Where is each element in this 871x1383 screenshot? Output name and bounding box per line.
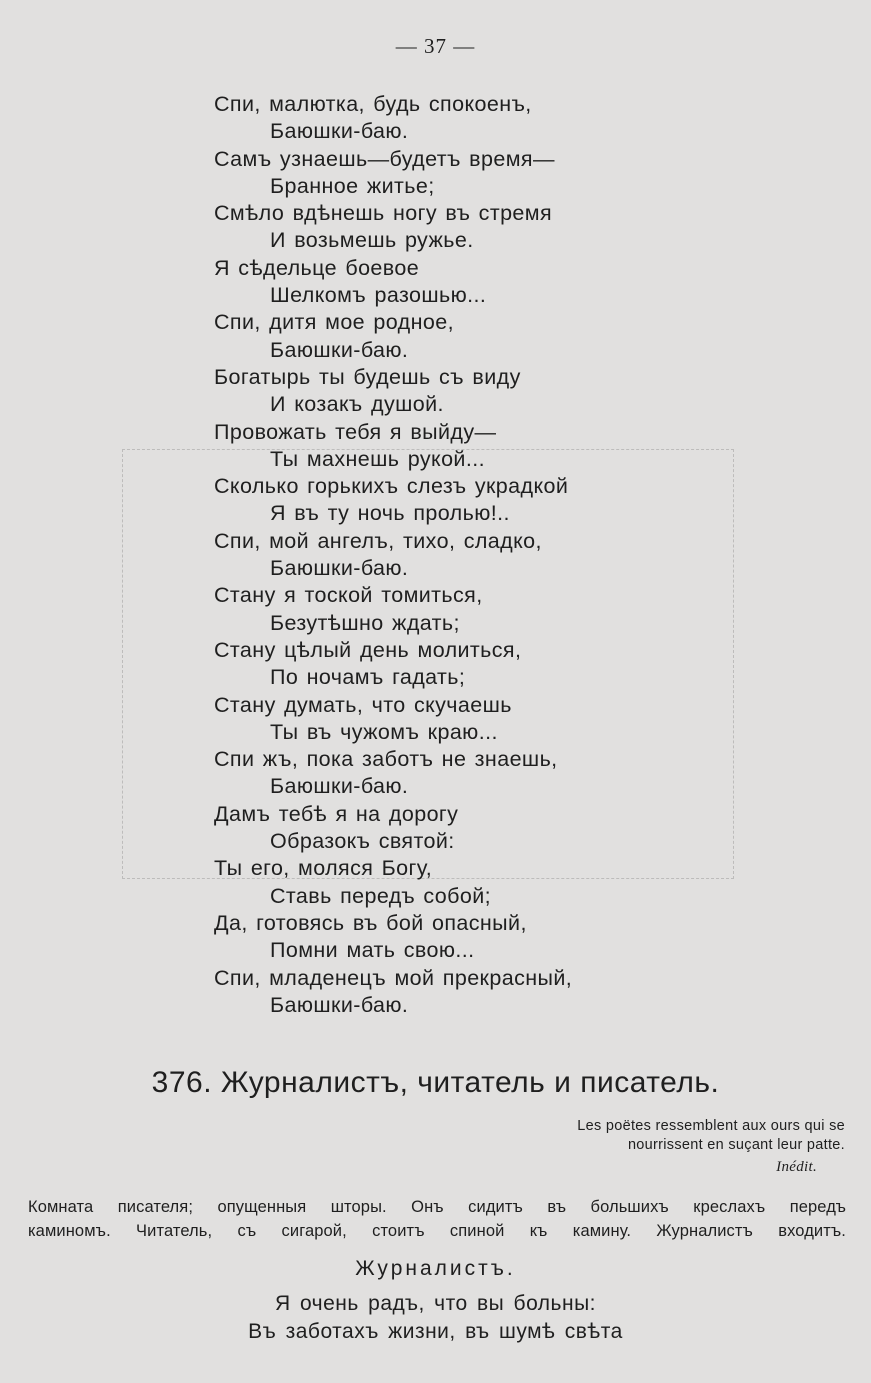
poem-line: Стану цѣлый день молиться, xyxy=(214,637,522,662)
poem-line: Спи жъ, пока заботъ не знаешь, xyxy=(214,747,558,772)
poem-line: Я сѣдельце боевое xyxy=(214,255,420,280)
poem-line: Богатырь ты будешь съ виду xyxy=(214,364,521,389)
poem-line: Да, готовясь въ бой опасный, xyxy=(214,910,527,935)
poem-line: И козакъ душой. xyxy=(270,392,444,417)
poem-line: Сколько горькихъ слезъ украдкой xyxy=(214,474,569,499)
poem-line: Стану думать, что скучаешь xyxy=(214,692,512,717)
poem-line: Провожать тебя я выйду— xyxy=(214,419,497,444)
poem-line: Я въ ту ночь пролью!.. xyxy=(270,501,510,526)
poem-line: Стану я тоской томиться, xyxy=(214,583,483,608)
speaker-name: Журналистъ. xyxy=(355,1257,516,1280)
poem-line: Спи, малютка, будь спокоенъ, xyxy=(214,92,532,116)
speech xyxy=(0,1290,871,1346)
poem-line: Ставь передъ собой; xyxy=(270,883,492,908)
epigraph-line: nourrissent en suçant leur patte. xyxy=(627,1137,845,1153)
speech-line: Я очень радъ, что вы больны: xyxy=(274,1292,597,1315)
poem-line: Баюшки-баю. xyxy=(270,556,409,581)
poem-line: Самъ узнаешь—будетъ время— xyxy=(214,146,555,171)
poem-line: Спи, младенецъ мой прекрасный, xyxy=(214,965,573,990)
stage-direction-line: Комната писателя; опущенныя шторы. Онъ сидитъ въ большихъ креслахъ передъ xyxy=(28,1198,846,1216)
poem-line: Образокъ святой: xyxy=(270,829,455,854)
epigraph-source: Inédit. xyxy=(776,1159,817,1175)
poem-line: Дамъ тебѣ я на дорогу xyxy=(214,801,459,826)
poem-line: Баюшки-баю. xyxy=(270,119,409,144)
poem-line: Спи, мой ангелъ, тихо, сладко, xyxy=(214,528,542,553)
epigraph-line: Les poëtes ressemblent aux ours qui se xyxy=(577,1118,845,1134)
poem-line: Ты махнешь рукой... xyxy=(270,446,485,471)
poem-line: Ты въ чужомъ краю... xyxy=(270,719,498,744)
poem-line: Смѣло вдѣнешь ногу въ стремя xyxy=(214,201,553,226)
poem-line: И возьмешь ружье. xyxy=(270,228,474,253)
speech-line: Въ заботахъ жизни, въ шумѣ свѣта xyxy=(248,1320,623,1343)
poem-line: Безутѣшно ждать; xyxy=(270,610,460,635)
poem-line: Баюшки-баю. xyxy=(270,774,409,799)
poem-line: По ночамъ гадать; xyxy=(270,665,466,690)
poem-line: Баюшки-баю. xyxy=(270,337,409,362)
poem-line: Бранное житье; xyxy=(270,173,435,198)
lullaby-poem xyxy=(214,91,734,1019)
stage-direction-line: каминомъ. Читатель, съ сигарой, стоитъ спиной къ камину. Журналистъ входитъ. xyxy=(28,1222,846,1240)
poem-line: Помни мать свою... xyxy=(270,938,475,963)
poem-line: Ты его, моляся Богу, xyxy=(214,856,433,881)
section-title: 376. Журналистъ, читатель и писатель. xyxy=(151,1066,720,1099)
epigraph xyxy=(485,1117,845,1177)
poem-line: Шелкомъ разошью... xyxy=(270,283,487,308)
stage-direction xyxy=(28,1195,846,1243)
poem-line: Баюшки-баю. xyxy=(270,992,409,1017)
poem-line: Спи, дитя мое родное, xyxy=(214,310,454,335)
page-number: — 37 — xyxy=(395,34,476,58)
